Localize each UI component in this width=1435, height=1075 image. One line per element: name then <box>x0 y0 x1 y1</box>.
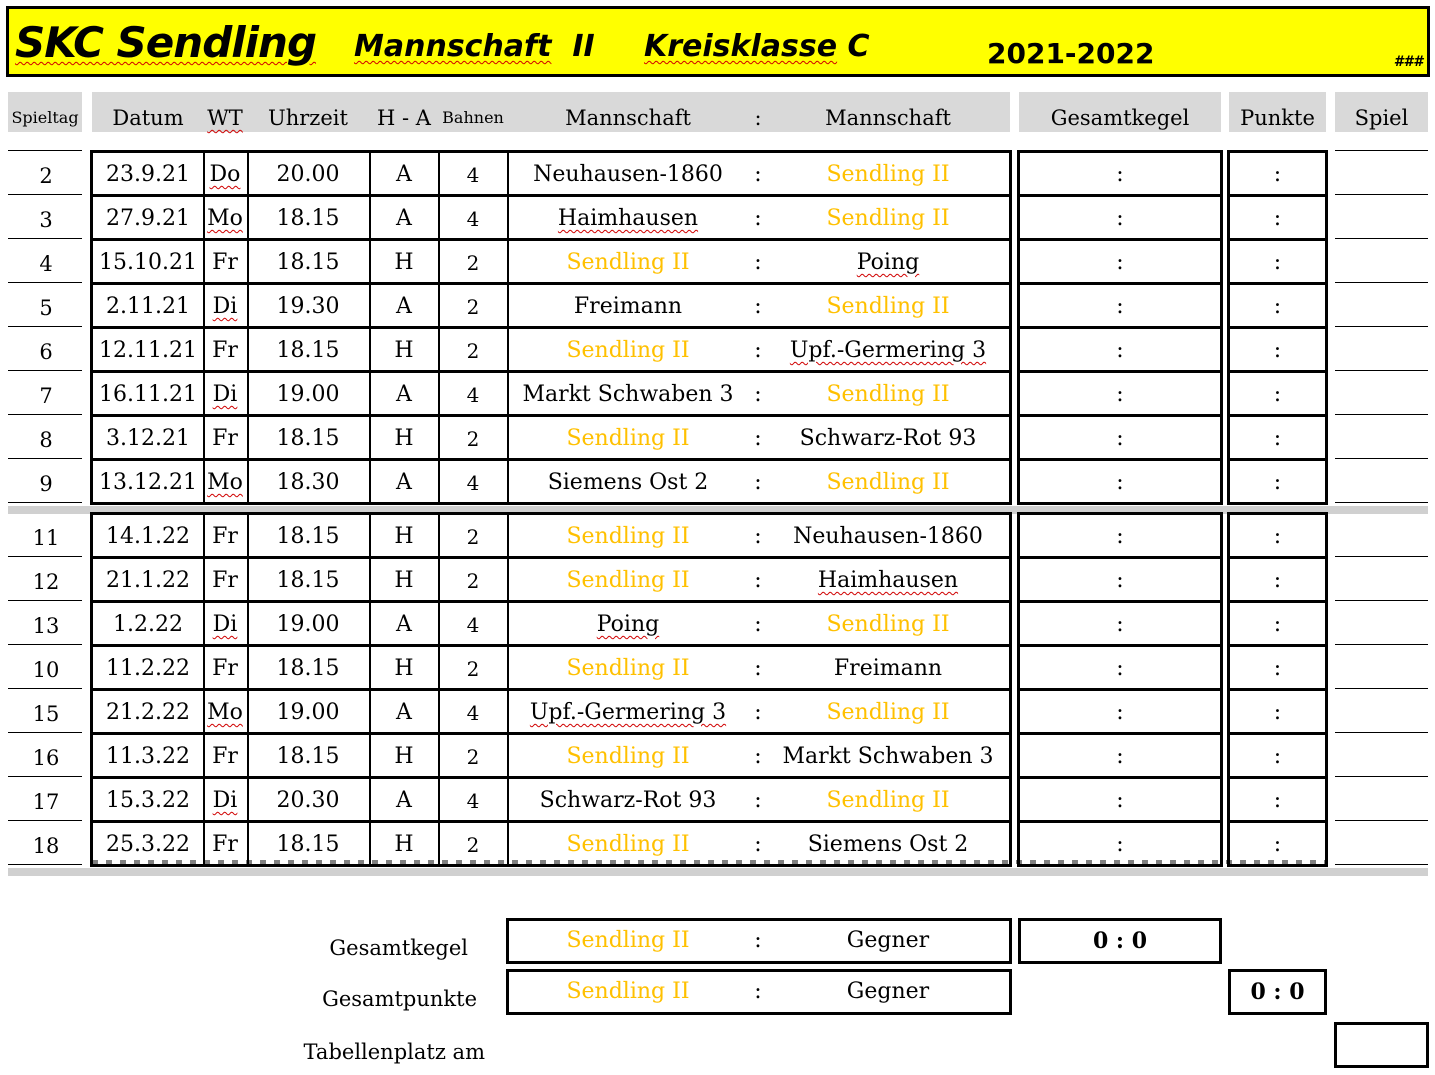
separator-cell: : <box>754 294 762 319</box>
header-wt-text: WT <box>207 106 243 130</box>
separator-cell: : <box>754 612 762 637</box>
spieltag-line <box>8 370 82 371</box>
home-away-cell: H <box>394 656 414 681</box>
header-spieltag: Spieltag <box>11 108 79 127</box>
kegel-cell[interactable]: : <box>1116 294 1124 319</box>
home-away-cell: A <box>396 612 412 637</box>
punkte-cell[interactable]: : <box>1273 250 1282 275</box>
home-team-cell-text: Haimhausen <box>557 206 699 231</box>
header-uhrzeit: Uhrzeit <box>268 106 348 130</box>
spieltag-line <box>8 458 82 459</box>
league-name: Kreisklasse C <box>644 29 870 64</box>
league-word: Kreisklasse <box>644 29 838 64</box>
lanes-cell: 4 <box>466 471 480 495</box>
away-team-cell-text: Upf.-Germering 3 <box>789 338 987 363</box>
tabellenplatz-box[interactable] <box>1334 1022 1429 1068</box>
punkte-cell[interactable]: : <box>1273 524 1282 549</box>
date-cell: 15.3.22 <box>106 788 190 813</box>
away-team-cell: Sendling II <box>826 294 950 319</box>
weekday-cell-text: Do <box>209 162 241 187</box>
away-team-cell: Siemens Ost 2 <box>807 832 969 857</box>
date-cell: 27.9.21 <box>106 206 190 231</box>
weekday-cell <box>204 373 246 417</box>
spiel-line <box>1335 370 1428 371</box>
kegel-cell[interactable]: : <box>1116 250 1124 275</box>
spiel-line <box>1335 600 1428 601</box>
weekday-cell <box>204 285 246 329</box>
home-away-cell: A <box>396 294 412 319</box>
date-cell: 13.12.21 <box>99 470 197 495</box>
spieltag-line <box>8 502 82 503</box>
away-team-cell: Markt Schwaben 3 <box>782 744 994 769</box>
date-cell: 25.3.22 <box>106 832 190 857</box>
team-word: Mannschaft <box>354 29 552 64</box>
home-team-cell: Sendling II <box>566 426 690 451</box>
date-cell: 3.12.21 <box>106 426 190 451</box>
header-datum: Datum <box>112 106 184 130</box>
time-cell: 19.00 <box>276 700 340 725</box>
away-team-cell <box>768 329 1008 373</box>
spieltag-number: 12 <box>32 570 60 594</box>
lanes-cell: 4 <box>466 383 480 407</box>
time-cell: 20.00 <box>276 162 340 187</box>
date-cell: 23.9.21 <box>106 162 190 187</box>
gesamtpunkte-label: Gesamtpunkte <box>322 987 477 1011</box>
spieltag-number: 17 <box>32 790 60 814</box>
weekday-cell <box>204 197 246 241</box>
time-cell: 18.15 <box>276 250 340 275</box>
punkte-cell[interactable]: : <box>1273 470 1282 495</box>
punkte-cell[interactable]: : <box>1273 338 1282 363</box>
spieltag-line <box>8 556 82 557</box>
date-cell: 1.2.22 <box>113 612 183 637</box>
bottom-dotted-border <box>92 860 1328 864</box>
club-name: SKC Sendling <box>15 18 317 67</box>
spiel-line <box>1335 556 1428 557</box>
lanes-cell: 2 <box>466 569 480 593</box>
home-away-cell: H <box>394 250 414 275</box>
time-cell: 19.30 <box>276 294 340 319</box>
spiel-line <box>1335 776 1428 777</box>
time-cell: 18.15 <box>276 338 340 363</box>
spiel-top-line <box>1335 150 1428 151</box>
kegel-cell[interactable]: : <box>1116 162 1124 187</box>
home-away-cell: H <box>394 426 414 451</box>
spieltag-line <box>8 776 82 777</box>
kegel-cell[interactable]: : <box>1116 524 1124 549</box>
punkte-cell[interactable]: : <box>1273 612 1282 637</box>
lanes-cell: 4 <box>466 789 480 813</box>
punkte-cell[interactable]: : <box>1273 426 1282 451</box>
home-away-cell: A <box>396 382 412 407</box>
punkte-cell[interactable]: : <box>1273 700 1282 725</box>
season: 2021-2022 <box>987 37 1155 70</box>
separator-cell: : <box>754 788 762 813</box>
time-cell: 19.00 <box>276 612 340 637</box>
separator-cell: : <box>754 744 762 769</box>
weekday-cell <box>204 603 246 647</box>
separator-cell: : <box>754 426 762 451</box>
spieltag-number: 13 <box>32 614 60 638</box>
separator-cell: : <box>754 832 762 857</box>
home-team-cell-text: Poing <box>596 612 660 637</box>
lanes-cell: 2 <box>466 525 480 549</box>
kegel-cell[interactable]: : <box>1116 338 1124 363</box>
time-cell: 18.15 <box>276 426 340 451</box>
time-cell: 18.15 <box>276 744 340 769</box>
gesamtkegel-sep: : <box>754 928 762 953</box>
team-name: Mannschaft II <box>354 29 595 64</box>
away-team-cell: Sendling II <box>826 612 950 637</box>
away-team-cell: Freimann <box>833 656 943 681</box>
spiel-line <box>1335 688 1428 689</box>
weekday-cell-text: Di <box>212 612 238 637</box>
kegel-cell[interactable]: : <box>1116 656 1124 681</box>
header-separator: : <box>754 106 762 130</box>
gesamtkegel-team: Sendling II <box>566 928 690 953</box>
weekday-cell: Fr <box>212 524 238 549</box>
away-team-cell <box>768 241 1008 285</box>
spiel-line <box>1335 644 1428 645</box>
header-spiel: Spiel <box>1354 106 1409 130</box>
time-cell: 20.30 <box>276 788 340 813</box>
date-cell: 15.10.21 <box>99 250 197 275</box>
punkte-cell[interactable]: : <box>1273 656 1282 681</box>
spieltag-line <box>8 326 82 327</box>
gesamtkegel-opponent: Gegner <box>846 928 930 953</box>
date-cell: 14.1.22 <box>106 524 190 549</box>
home-team-cell: Sendling II <box>566 524 690 549</box>
away-team-cell: Schwarz-Rot 93 <box>799 426 977 451</box>
spieltag-number: 2 <box>39 164 53 188</box>
separator-cell: : <box>754 206 762 231</box>
weekday-cell <box>204 779 246 823</box>
weekday-cell-text: Mo <box>207 700 243 725</box>
home-team-cell: Sendling II <box>566 568 690 593</box>
separator-cell: : <box>754 338 762 363</box>
spiel-line <box>1335 414 1428 415</box>
lanes-cell: 2 <box>466 657 480 681</box>
spiel-line <box>1335 820 1428 821</box>
home-team-cell: Freimann <box>573 294 683 319</box>
home-team-cell: Sendling II <box>566 656 690 681</box>
away-team-cell: Sendling II <box>826 788 950 813</box>
lanes-cell: 2 <box>466 745 480 769</box>
home-away-cell: H <box>394 568 414 593</box>
tabellenplatz-label: Tabellenplatz am <box>303 1040 485 1064</box>
home-away-cell: A <box>396 788 412 813</box>
weekday-cell: Fr <box>212 568 238 593</box>
home-team-cell: Sendling II <box>566 744 690 769</box>
lanes-cell: 4 <box>466 207 480 231</box>
spieltag-line <box>8 864 82 865</box>
away-team-cell: Sendling II <box>826 162 950 187</box>
header-ha: H - A <box>377 106 431 130</box>
gesamtpunkte-opponent: Gegner <box>846 979 930 1004</box>
spieltag-line <box>8 644 82 645</box>
away-team-cell: Sendling II <box>826 382 950 407</box>
spieltag-line <box>8 600 82 601</box>
separator-cell: : <box>754 162 762 187</box>
spieltag-number: 10 <box>32 658 60 682</box>
kegel-cell[interactable]: : <box>1116 832 1124 857</box>
weekday-cell <box>204 461 246 505</box>
separator-cell: : <box>754 656 762 681</box>
spieltag-top-line <box>8 150 82 151</box>
gesamtpunkte-team: Sendling II <box>566 979 690 1004</box>
spieltag-number: 8 <box>39 428 53 452</box>
header-wt <box>204 92 246 132</box>
header-bahnen: Bahnen <box>442 108 504 127</box>
kegel-cell[interactable]: : <box>1116 568 1124 593</box>
kegel-cell[interactable]: : <box>1116 382 1124 407</box>
spiel-line <box>1335 458 1428 459</box>
time-cell: 18.30 <box>276 470 340 495</box>
home-team-cell <box>508 603 748 647</box>
gesamtkegel-label: Gesamtkegel <box>329 936 468 960</box>
home-team-cell-text: Upf.-Germering 3 <box>529 700 727 725</box>
spieltag-line <box>8 238 82 239</box>
home-away-cell: A <box>396 206 412 231</box>
home-away-cell: A <box>396 162 412 187</box>
gesamtpunkte-sep: : <box>754 979 762 1004</box>
home-team-cell <box>508 197 748 241</box>
kegel-cell[interactable]: : <box>1116 788 1124 813</box>
date-cell: 12.11.21 <box>99 338 197 363</box>
away-team-cell <box>768 559 1008 603</box>
time-cell: 18.15 <box>276 206 340 231</box>
spieltag-number: 6 <box>39 340 53 364</box>
away-team-cell-text: Poing <box>856 250 920 275</box>
home-away-cell: H <box>394 832 414 857</box>
kegel-cell[interactable]: : <box>1116 700 1124 725</box>
time-cell: 19.00 <box>276 382 340 407</box>
away-team-cell-text: Haimhausen <box>817 568 959 593</box>
weekday-cell: Fr <box>212 426 238 451</box>
spieltag-line <box>8 282 82 283</box>
kegel-cell[interactable]: : <box>1116 470 1124 495</box>
spieltag-number: 9 <box>39 472 53 496</box>
lanes-cell: 4 <box>466 701 480 725</box>
separator-cell: : <box>754 382 762 407</box>
spieltag-line <box>8 414 82 415</box>
punkte-cell[interactable]: : <box>1273 206 1282 231</box>
header-team2: Mannschaft <box>825 106 951 130</box>
header-punkte: Punkte <box>1240 106 1315 130</box>
home-away-cell: H <box>394 524 414 549</box>
punkte-cell[interactable]: : <box>1273 788 1282 813</box>
header-gesamtkegel: Gesamtkegel <box>1050 106 1190 130</box>
spieltag-number: 5 <box>39 296 53 320</box>
home-team-cell: Siemens Ost 2 <box>547 470 709 495</box>
weekday-cell-text: Di <box>212 788 238 813</box>
punkte-cell[interactable]: : <box>1273 744 1282 769</box>
home-team-cell: Sendling II <box>566 250 690 275</box>
spieltag-line <box>8 688 82 689</box>
spieltag-number: 18 <box>32 834 60 858</box>
spiel-line <box>1335 326 1428 327</box>
kegel-cell[interactable]: : <box>1116 612 1124 637</box>
home-away-cell: A <box>396 700 412 725</box>
overflow-marker: ### <box>1393 54 1423 70</box>
spieltag-line <box>8 732 82 733</box>
home-away-cell: H <box>394 338 414 363</box>
home-away-cell: H <box>394 744 414 769</box>
away-team-cell: Neuhausen-1860 <box>793 524 983 549</box>
lanes-cell: 2 <box>466 833 480 857</box>
weekday-cell-text: Mo <box>207 206 243 231</box>
weekday-cell: Fr <box>212 338 238 363</box>
date-cell: 21.1.22 <box>106 568 190 593</box>
lanes-cell: 4 <box>466 163 480 187</box>
spieltag-number: 3 <box>39 208 53 232</box>
kegel-cell[interactable]: : <box>1116 206 1124 231</box>
weekday-cell <box>204 691 246 735</box>
punkte-cell[interactable]: : <box>1273 294 1282 319</box>
date-cell: 16.11.21 <box>99 382 197 407</box>
gesamtpunkte-value: 0 : 0 <box>1250 979 1305 1005</box>
spiel-line <box>1335 732 1428 733</box>
header-team1: Mannschaft <box>565 106 691 130</box>
away-team-cell: Sendling II <box>826 470 950 495</box>
spieltag-number: 11 <box>32 526 60 550</box>
home-team-cell: Markt Schwaben 3 <box>522 382 734 407</box>
lanes-cell: 2 <box>466 251 480 275</box>
spieltag-line <box>8 820 82 821</box>
separator-cell: : <box>754 250 762 275</box>
weekday-cell: Fr <box>212 744 238 769</box>
home-team-cell: Neuhausen-1860 <box>533 162 723 187</box>
time-cell: 18.15 <box>276 832 340 857</box>
punkte-cell[interactable]: : <box>1273 382 1282 407</box>
gesamtkegel-value: 0 : 0 <box>1092 928 1148 954</box>
punkte-cell[interactable]: : <box>1273 832 1282 857</box>
spiel-line <box>1335 502 1428 503</box>
date-cell: 11.3.22 <box>106 744 190 769</box>
separator-cell: : <box>754 568 762 593</box>
lanes-cell: 2 <box>466 295 480 319</box>
weekday-cell: Fr <box>212 250 238 275</box>
spiel-line <box>1335 864 1428 865</box>
weekday-cell: Fr <box>212 832 238 857</box>
time-cell: 18.15 <box>276 524 340 549</box>
time-cell: 18.15 <box>276 656 340 681</box>
spiel-line <box>1335 282 1428 283</box>
spieltag-number: 7 <box>39 384 53 408</box>
kegel-cell[interactable]: : <box>1116 426 1124 451</box>
weekday-cell: Fr <box>212 656 238 681</box>
spieltag-number: 4 <box>39 252 53 276</box>
weekday-cell-text: Mo <box>207 470 243 495</box>
spieltag-number: 15 <box>32 702 60 726</box>
separator-cell: : <box>754 700 762 725</box>
punkte-cell[interactable]: : <box>1273 162 1282 187</box>
home-away-cell: A <box>396 470 412 495</box>
date-cell: 2.11.21 <box>106 294 190 319</box>
lanes-cell: 2 <box>466 339 480 363</box>
lanes-cell: 2 <box>466 427 480 451</box>
spieltag-line <box>8 194 82 195</box>
weekday-cell-text: Di <box>212 294 238 319</box>
separator-cell: : <box>754 524 762 549</box>
time-cell: 18.15 <box>276 568 340 593</box>
home-team-cell: Sendling II <box>566 338 690 363</box>
home-team-cell: Sendling II <box>566 832 690 857</box>
date-cell: 21.2.22 <box>106 700 190 725</box>
weekday-cell <box>204 153 246 197</box>
spieltag-number: 16 <box>32 746 60 770</box>
away-team-cell: Sendling II <box>826 206 950 231</box>
spiel-line <box>1335 194 1428 195</box>
spiel-line <box>1335 238 1428 239</box>
bottom-band <box>8 868 1428 876</box>
separator-cell: : <box>754 470 762 495</box>
home-team-cell: Schwarz-Rot 93 <box>539 788 717 813</box>
weekday-cell-text: Di <box>212 382 238 407</box>
title-banner <box>6 6 1430 77</box>
date-cell: 11.2.22 <box>106 656 190 681</box>
punkte-cell[interactable]: : <box>1273 568 1282 593</box>
lanes-cell: 4 <box>466 613 480 637</box>
away-team-cell: Sendling II <box>826 700 950 725</box>
home-team-cell <box>508 691 748 735</box>
kegel-cell[interactable]: : <box>1116 744 1124 769</box>
